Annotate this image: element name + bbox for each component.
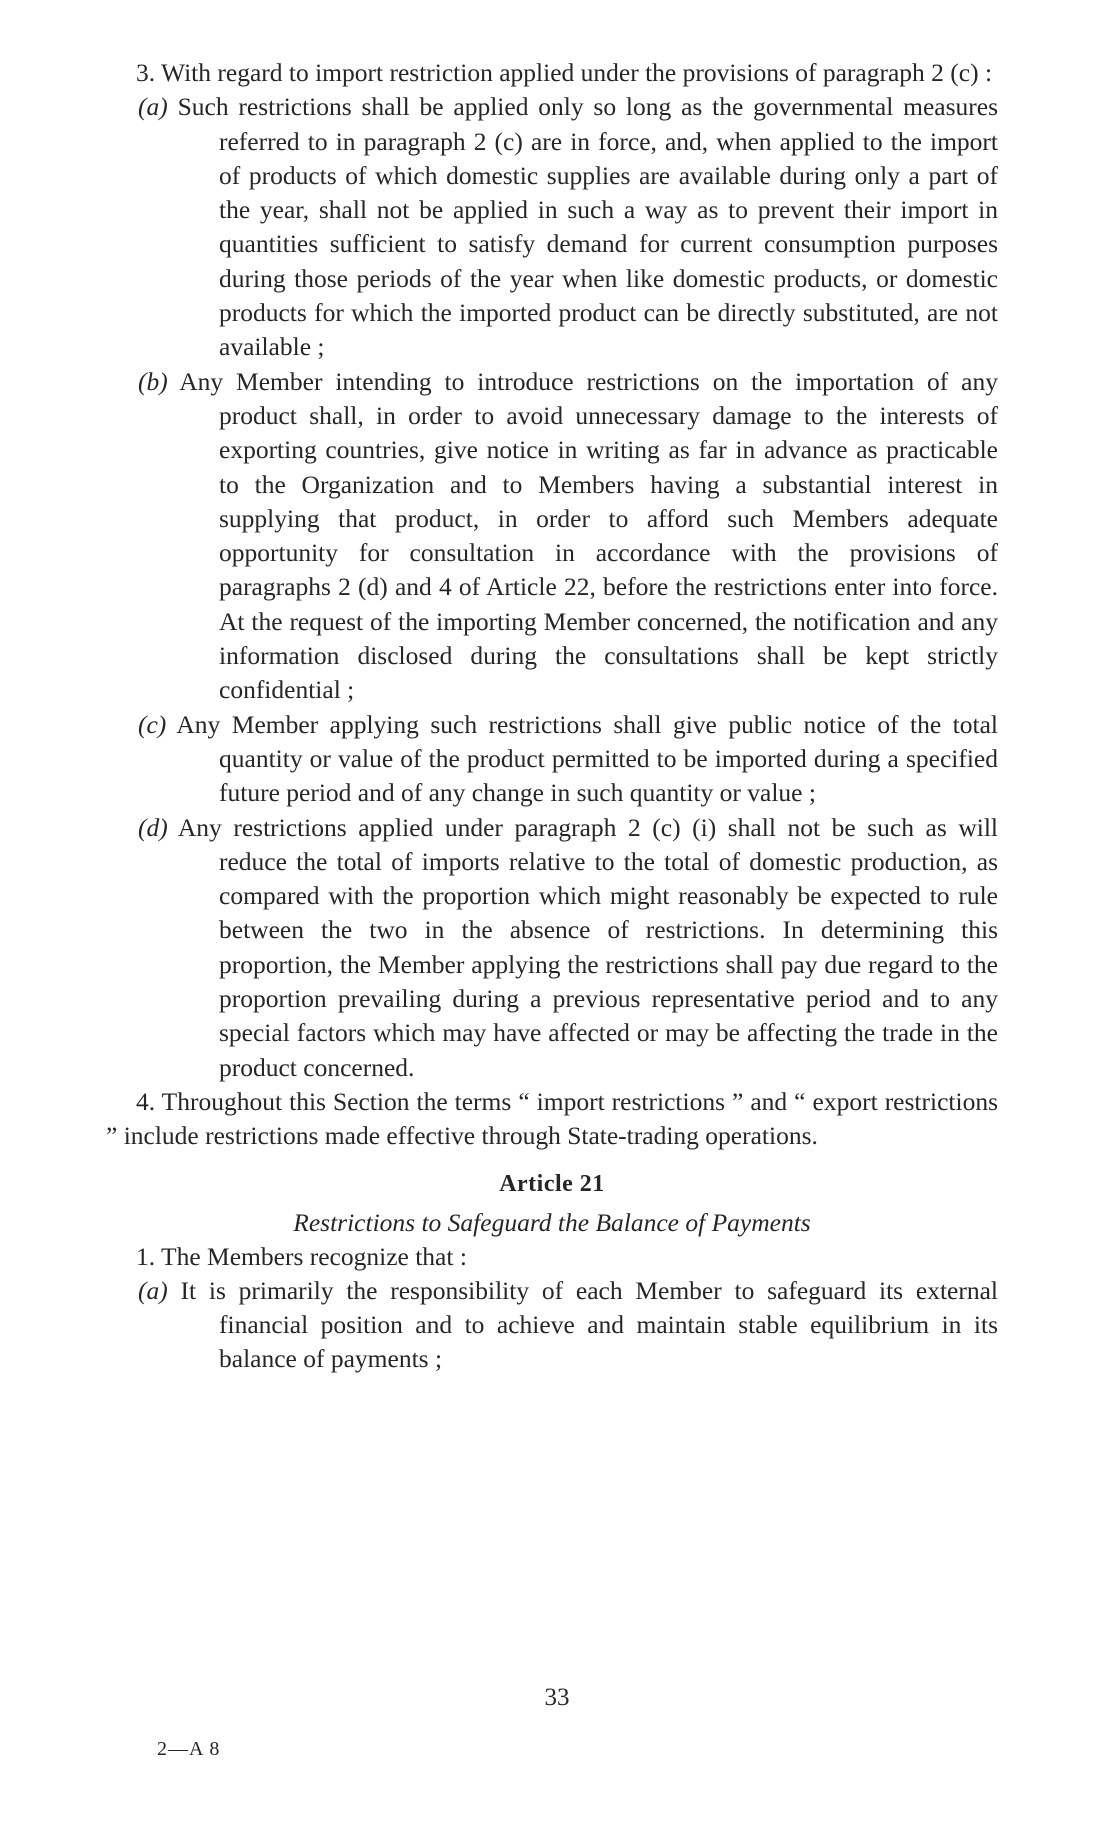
article-heading: Article 21 <box>499 1170 605 1197</box>
printer-signature: 2—A 8 <box>157 1738 221 1760</box>
document-body <box>106 56 998 1377</box>
section3-intro: 3. With regard to import restriction applied under the provisions of paragraph 2 (c) : <box>136 58 993 87</box>
item-text: Any Member intending to introduce restrictions on the importation of any product shall, in order to avoid unnecessary damage to the interests of exporting countries, give notice in writing as far in advance as practicable to the Organization and to Members having a substantial interest in supplying that product, in order to afford such Members adequate opportunity for consultation in accordance with the provisions of paragraphs 2 (d) and 4 of Article 22, before the restrictions enter into force. At the request of the importing Member concerned, the notification and any information disclosed during the consultations shall be kept strictly confidential ; <box>179 366 998 705</box>
section3-item-c <box>106 708 998 811</box>
article-para1-intro: 1. The Members recognize that : <box>136 1241 467 1271</box>
item-text: Any restrictions applied under paragraph 2 (c) (i) shall not be such as will reduce the total of imports relative to the total of domestic production, as compared with the proportion which might reasonably be expected to rule between the two in the absence of restrictions. In determining this proportion, the Member applying the restrictions shall pay due regard to the proportion prevailing during a previous representative period and to any special factors which may have affected or may be affecting the trade in the product concerned. <box>177 812 998 1082</box>
page-number: 33 <box>544 1684 570 1711</box>
item-text: It is primarily the responsibility of each Member to safeguard its external financial position and to achieve and maintain stable equilibrium in its balance of payments ; <box>180 1275 998 1374</box>
section3-item-a <box>106 90 998 364</box>
item-marker: (a) <box>138 1275 168 1305</box>
item-marker: (d) <box>138 812 168 842</box>
item-marker: (a) <box>138 92 168 122</box>
item-marker: (c) <box>138 709 167 739</box>
section3-item-d <box>106 811 998 1085</box>
section4-paragraph: 4. Throughout this Section the terms “ import restrictions ” and “ export restrictions ” include restrictions made effective through State-trading operations. <box>106 1086 998 1151</box>
item-marker: (b) <box>138 366 168 396</box>
item-text: Any Member applying such restrictions shall give public notice of the total quantity or value of the product permitted to be imported during a specified future period and of any change in such quantity or value ; <box>176 709 999 808</box>
item-text: Such restrictions shall be applied only so long as the governmental measures referred to in paragraph 2 (c) are in force, and, when applied to the import of products of which domestic supplies are available during only a part of the year, shall not be applied in such a way as to prevent their import in quantities sufficient to satisfy demand for current consumption purposes during those periods of the year when like domestic products, or domestic products for which the imported product can be directly substituted, are not available ; <box>177 92 999 362</box>
article-item-a <box>106 1274 998 1377</box>
article-subheading: Restrictions to Safeguard the Balance of Payments <box>293 1207 811 1237</box>
section3-item-b <box>106 365 998 708</box>
